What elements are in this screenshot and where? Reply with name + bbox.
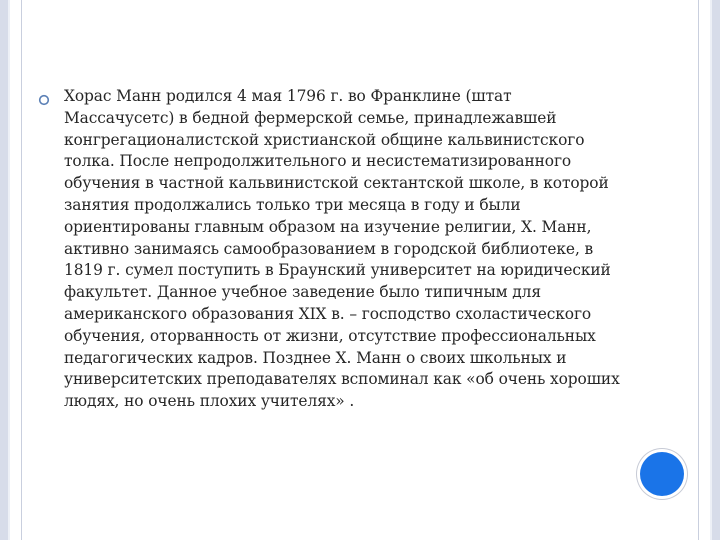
right-border-inner [710, 0, 712, 540]
hollow-circle-bullet-icon [38, 94, 50, 106]
left-border-band [0, 0, 8, 540]
body-paragraph: Хорас Манн родился 4 мая 1796 г. во Франклине (штат Массачусетс) в бедной фермерской семье, принадлежавшей конгрегационалистской христианской общине кальвинистского толка. После непродолжительного и несистематизированного обучения в частной кальвинистской сектантской школе, в которой занятия продолжались только три месяца в году и были ориентированы главным образом на изучение религии, Х. Манн, активно занимаясь самообразованием в городской библиотеке, в 1819 г. сумел поступить в Браунский университет на юридический факультет. Данное учебное заведение было типичным для американского образования XIX в. – господство схоластического обучения, оторванность от жизни, отсутствие профессиональных педагогических кадров. Позднее Х. Манн о своих школьных и университетских преподавателях вспоминал как «об очень хороших людях, но очень плохих учителях» . [64, 87, 620, 411]
left-panel-line [21, 0, 22, 540]
right-border-band [712, 0, 720, 540]
right-panel-line [698, 0, 699, 540]
blue-circle-icon [640, 452, 684, 496]
left-border-inner [8, 0, 10, 540]
